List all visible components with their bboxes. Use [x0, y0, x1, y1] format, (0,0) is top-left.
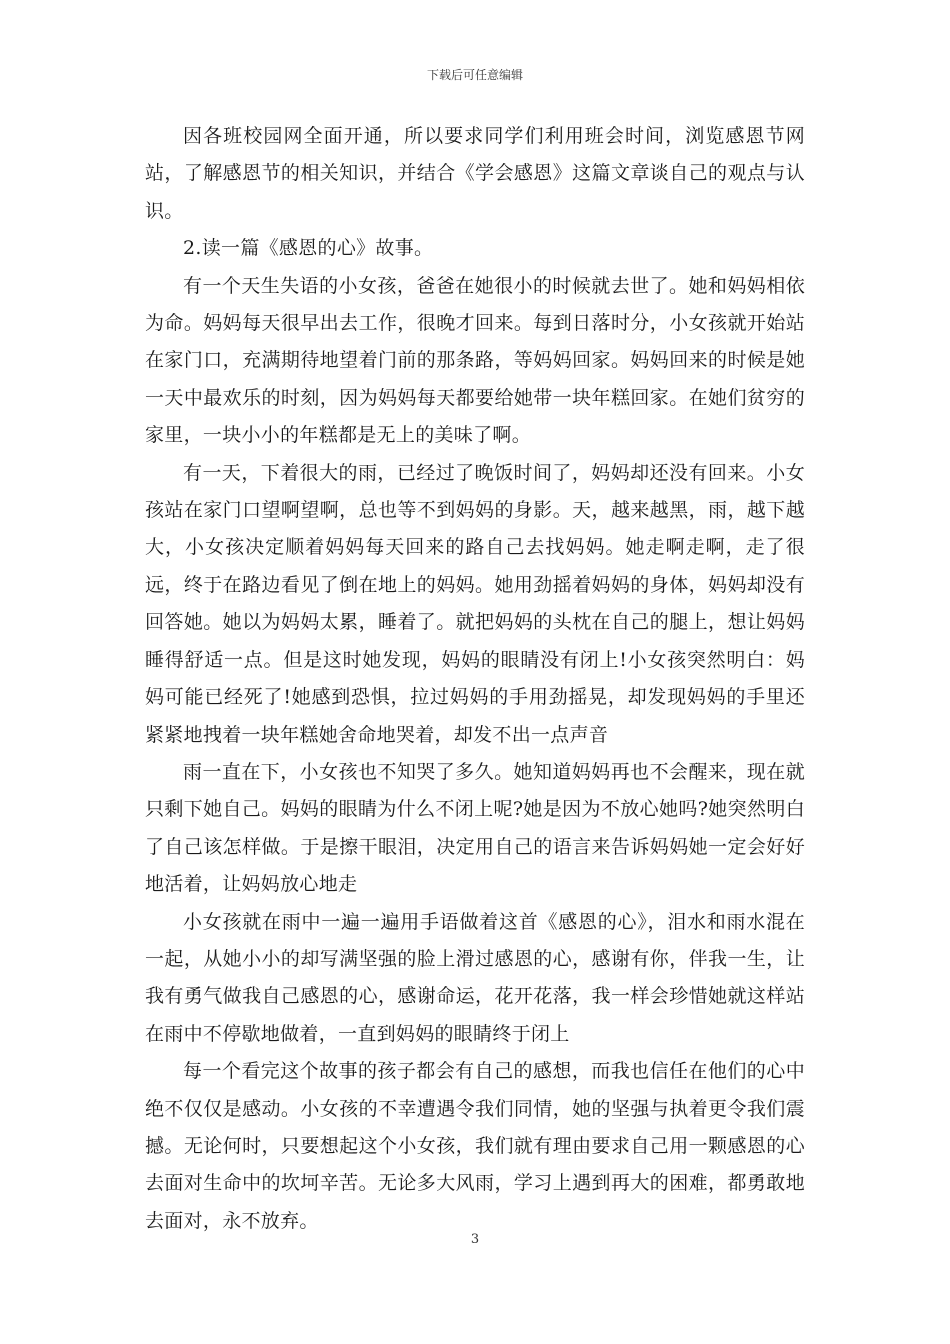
page-number: 3	[470, 1232, 480, 1247]
paragraph-story-4: 小女孩就在雨中一遍一遍用手语做着这首《感恩的心》，泪水和雨水混在一起，从她小小的却写满坚强的脸上滑过感恩的心，感谢有你，伴我一生，让我有勇气做我自己感恩的心，感谢命运，花开花落，我一样会珍惜她就这样站在雨中不停歇地做着，一直到妈妈的眼睛终于闭上	[145, 910, 805, 1045]
document-body	[145, 118, 805, 1240]
paragraph-story-3: 雨一直在下，小女孩也不知哭了多久。她知道妈妈再也不会醒来，现在就只剩下她自己。妈妈的眼睛为什么不闭上呢?她是因为不放心她吗?她突然明白了自己该怎样做。于是擦干眼泪，决定用自己的语言来告诉妈妈她一定会好好地活着，让妈妈放心地走	[145, 760, 805, 896]
paragraph-intro: 因各班校园网全面开通，所以要求同学们利用班会时间，浏览感恩节网站，了解感恩节的相关知识，并结合《学会感恩》这篇文章谈自己的观点与认识。	[145, 125, 805, 222]
paragraph-heading: 2.读一篇《感恩的心》故事。	[183, 237, 434, 260]
page-header: 下载后可任意编辑	[426, 68, 523, 82]
paragraph-story-1: 有一个天生失语的小女孩，爸爸在她很小的时候就去世了。她和妈妈相依为命。妈妈每天很早出去工作，很晚才回来。每到日落时分，小女孩就开始站在家门口，充满期待地望着门前的那条路，等妈妈回家。妈妈回来的时候是她一天中最欢乐的时刻，因为妈妈每天都要给她带一块年糕回家。在她们贫穷的家里，一块小小的年糕都是无上的美味了啊。	[145, 274, 805, 447]
paragraph-story-2: 有一天，下着很大的雨，已经过了晚饭时间了，妈妈却还没有回来。小女孩站在家门口望啊望啊，总也等不到妈妈的身影。天，越来越黑，雨，越下越大，小女孩决定顺着妈妈每天回来的路自己去找妈妈。她走啊走啊，走了很远，终于在路边看见了倒在地上的妈妈。她用劲摇着妈妈的身体，妈妈却没有回答她。她以为妈妈太累，睡着了。就把妈妈的头枕在自己的腿上，想让妈妈睡得舒适一点。但是这时她发现，妈妈的眼睛没有闭上!小女孩突然明白：妈妈可能已经死了!她感到恐惧，拉过妈妈的手用劲摇晃，却发现妈妈的手里还紧紧地拽着一块年糕她舍命地哭着，却发不出一点声音	[145, 461, 805, 746]
paragraph-reflection: 每一个看完这个故事的孩子都会有自己的感想，而我也信任在他们的心中绝不仅仅是感动。小女孩的不幸遭遇令我们同情，她的坚强与执着更令我们震撼。无论何时，只要想起这个小女孩，我们就有理由要求自己用一颗感恩的心去面对生命中的坎坷辛苦。无论多大风雨，学习上遇到再大的困难，都勇敢地去面对，永不放弃。	[145, 1060, 805, 1232]
